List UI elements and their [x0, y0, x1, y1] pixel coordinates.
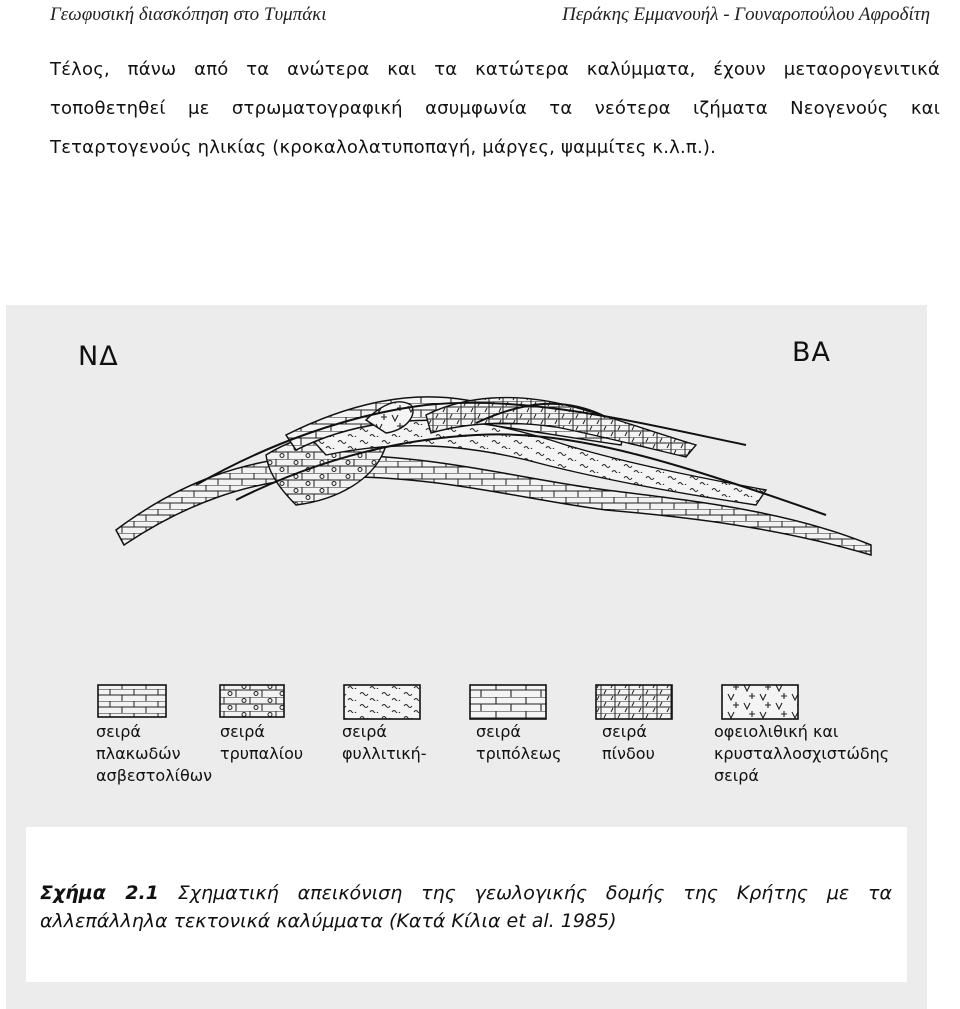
- legend-swatch-tripali: [220, 685, 284, 717]
- legend-label-ophiolite: οφειολιθική και κρυσταλλοσχιστώδης σειρά: [714, 722, 890, 785]
- legend-swatch-pindos: [596, 685, 672, 719]
- legend-label-tripolis: σειρά τριπόλεως: [476, 722, 562, 763]
- legend-label-pindos: σειρά πίνδου: [602, 722, 655, 763]
- legend-label-plakodon: σειρά πλακωδών ασβεστολίθων: [96, 722, 213, 785]
- legend-label-phyllite: σειρά φυλλιτική-: [342, 722, 427, 763]
- caption-area: [26, 827, 907, 982]
- legend-swatch-plakodon: [98, 685, 166, 717]
- paragraph-line: τοποθετηθεί με στρωματογραφική ασυμφωνία τα νεότερα ιζήματα Νεογενούς και: [50, 98, 940, 119]
- legend-label-tripali: σειρά τρυπαλίου: [220, 722, 304, 763]
- direction-northeast-label: ΒΑ: [792, 337, 831, 368]
- unit-plakodon-band: [116, 455, 871, 555]
- figure-caption-label: Σχήμα 2.1: [40, 882, 159, 904]
- figure-caption-line-1: [40, 882, 892, 904]
- paragraph-line: Τέλος, πάνω από τα ανώτερα και τα κατώτερα καλύμματα, έχουν μεταορογενιτικά: [50, 59, 940, 80]
- figure-caption-text: Σχηματική απεικόνιση της γεωλογικής δομής της Κρήτης με τα: [177, 882, 893, 904]
- figure-caption-line-2: αλλεπάλληλα τεκτονικά καλύμματα (Κατά Κίλια et al. 1985): [40, 910, 617, 932]
- running-header-left: Γεωφυσική διασκόπηση στο Τυμπάκι: [50, 4, 327, 25]
- legend-swatch-ophiolite: [722, 685, 798, 719]
- legend-swatch-phyllite: [344, 685, 420, 719]
- body-paragraph: [50, 50, 940, 167]
- legend-swatch-tripolis: [470, 685, 546, 719]
- direction-southwest-label: ΝΔ: [78, 341, 119, 372]
- paragraph-line: Τεταρτογενούς ηλικίας (κροκαλολατυποπαγή, μάργες, ψαμμίτες κ.λ.π.).: [50, 137, 717, 158]
- running-header-right: Περάκης Εμμανουήλ - Γουναροπούλου Αφροδίτη: [562, 4, 930, 25]
